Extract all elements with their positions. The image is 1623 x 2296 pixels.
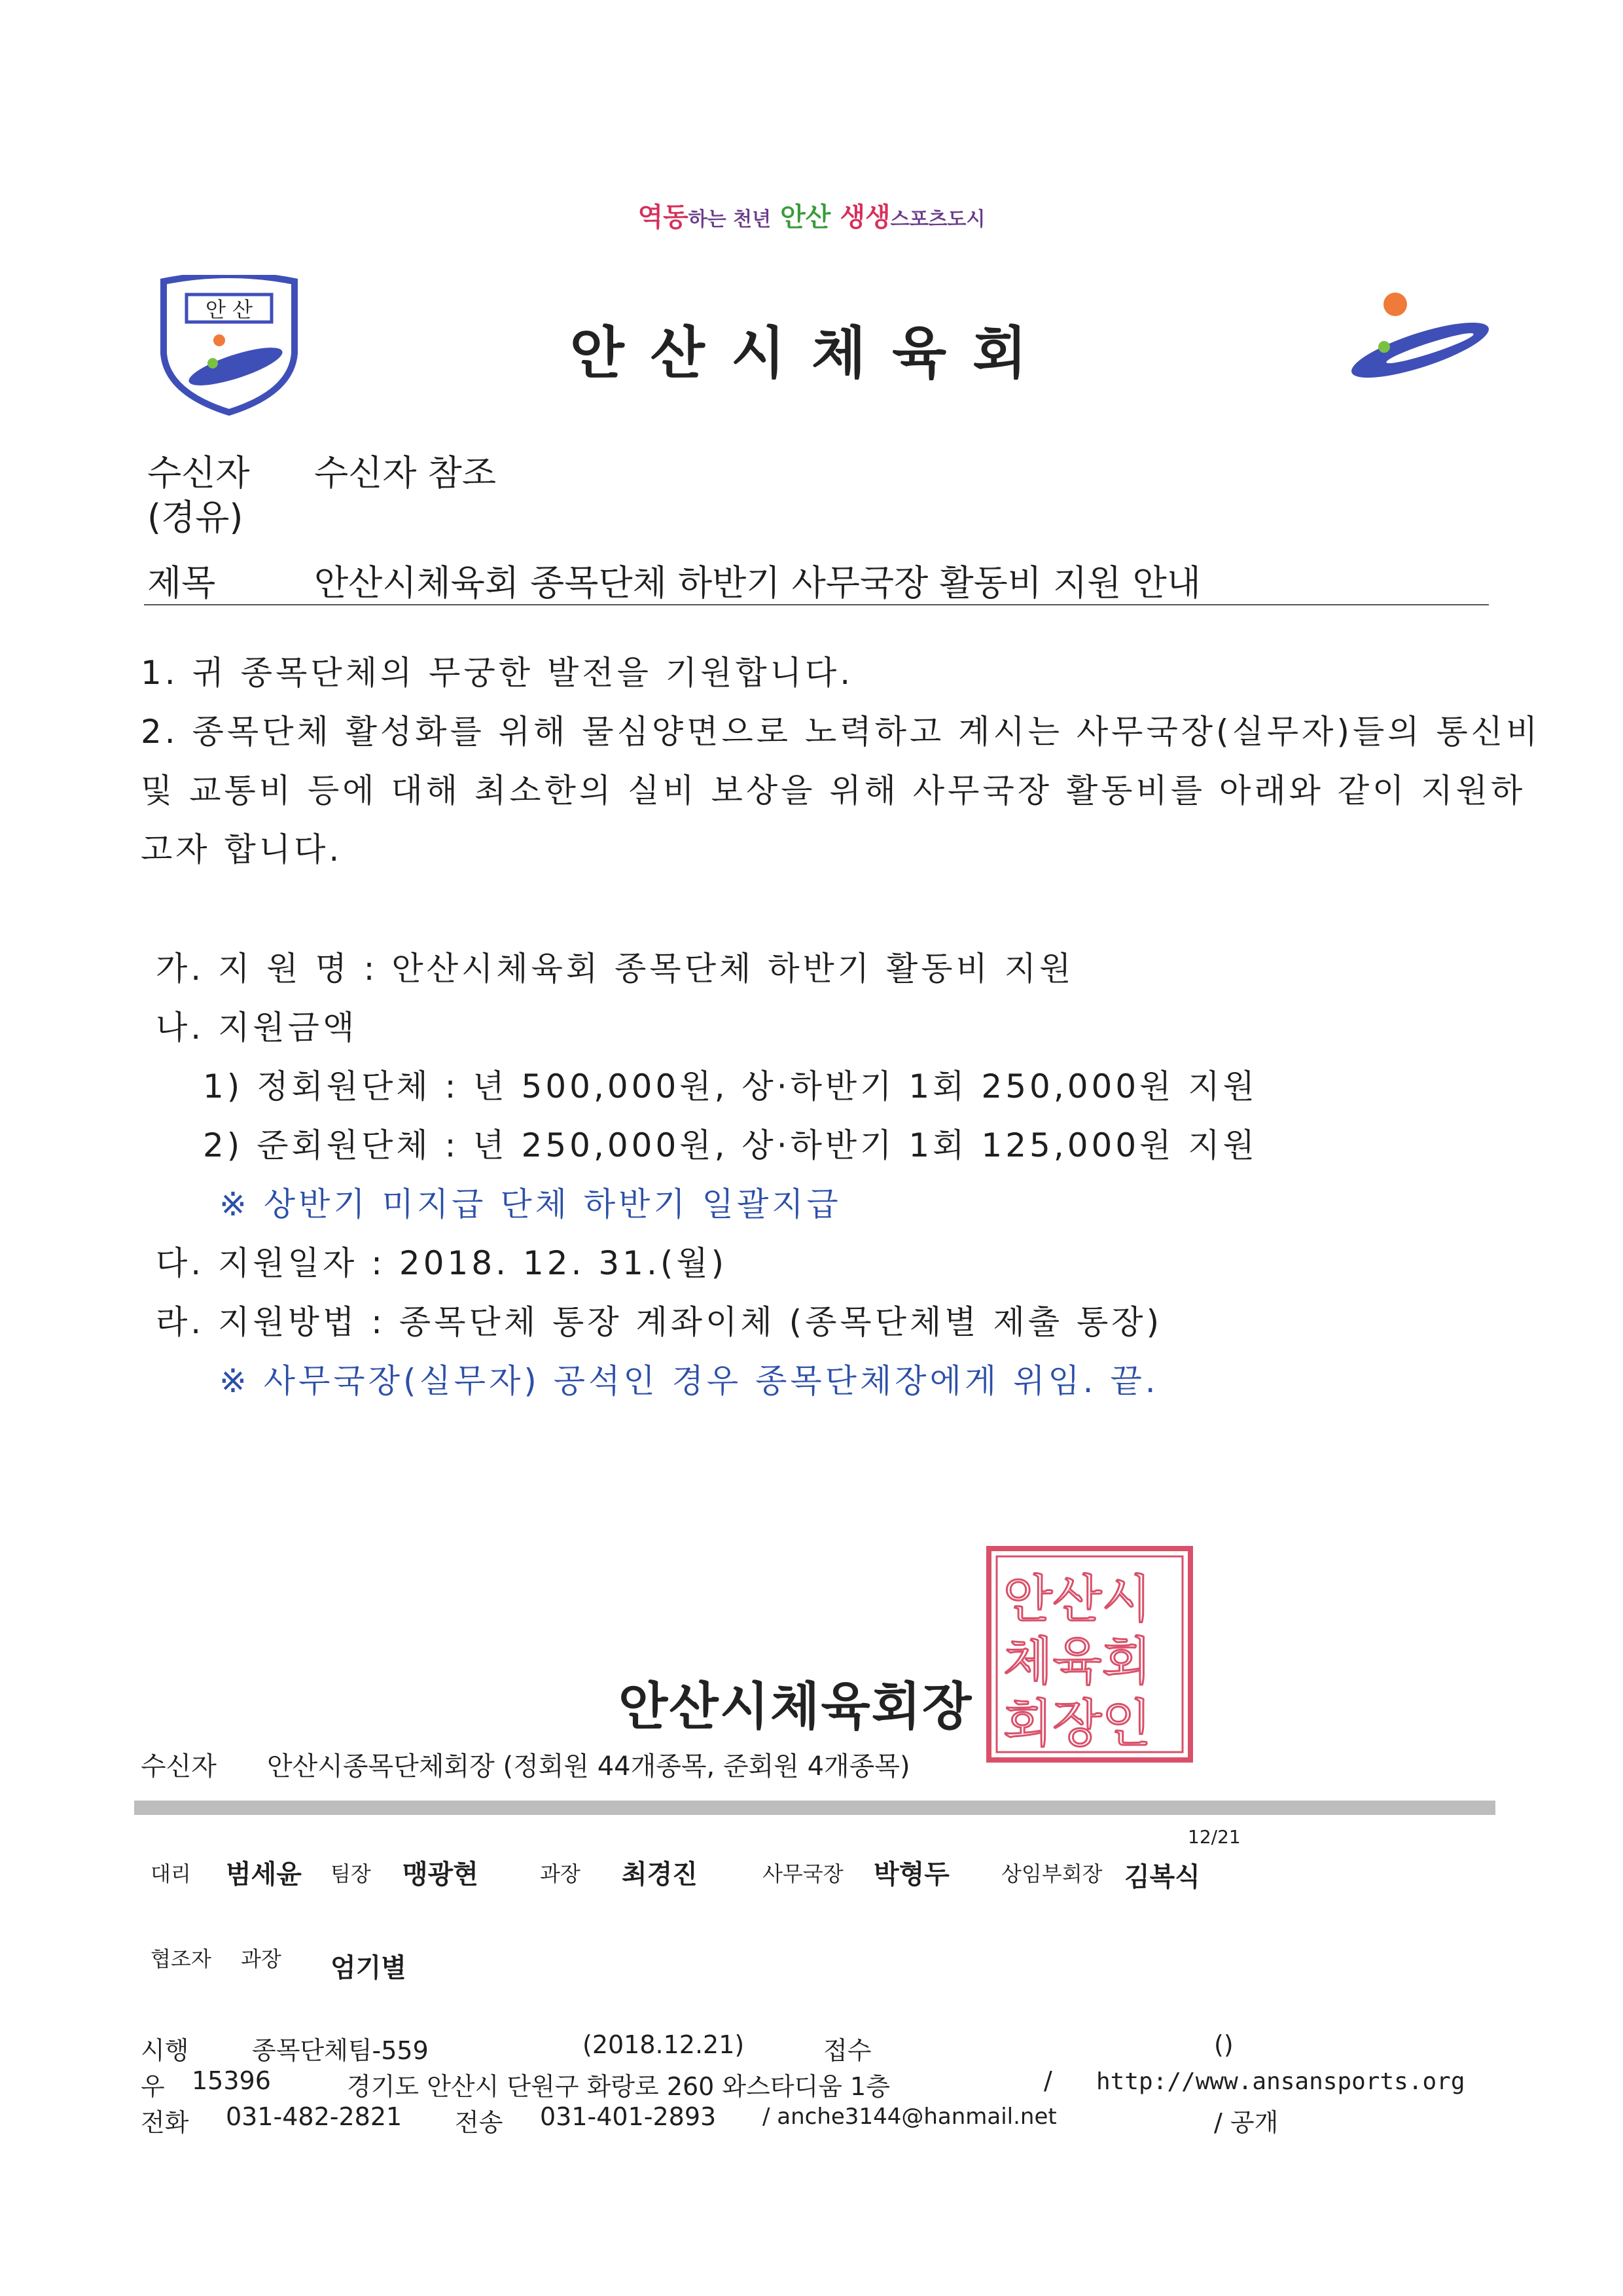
distribution-value: 안산시종목단체회장 (정회원 44개종목, 준회원 4개종목) xyxy=(267,1751,910,1782)
paragraph-2-line-3: 고자 합니다. xyxy=(141,831,343,869)
issue-number: 종목단체팀-559 xyxy=(252,2036,429,2065)
approval-role: 팀장 xyxy=(330,1861,371,1886)
approval-name: 범세윤 xyxy=(226,1859,302,1890)
slogan-part: 스포츠도시 xyxy=(890,208,986,231)
fax-number: 031-401-2893 xyxy=(540,2102,717,2131)
website-link[interactable]: http://www.ansansports.org xyxy=(1096,2068,1465,2095)
approval-date-mark: 12/21 xyxy=(1188,1826,1241,1848)
org-title: 안산시체육회 xyxy=(569,321,1054,386)
ansan-symbol-mark xyxy=(1348,288,1492,393)
item-na-1: 1) 정회원단체 : 년 500,000원, 상·하반기 1회 250,000원 지원 xyxy=(203,1067,1258,1105)
item-da: 다. 지원일자 : 2018. 12. 31.(월) xyxy=(156,1244,728,1282)
address: 경기도 안산시 단원구 화랑로 260 와스타디움 1층 xyxy=(347,2072,890,2101)
subject-value: 안산시체육회 종목단체 하반기 사무국장 활동비 지원 안내 xyxy=(314,562,1201,603)
svg-text:안산시 체육회 회장인: 안산시 체육회 회장인 xyxy=(1003,1570,1152,1753)
item-na-2: 2) 준회원단체 : 년 250,000원, 상·하반기 1회 125,000원 지원 xyxy=(203,1126,1258,1164)
subject-rule xyxy=(144,604,1489,605)
issue-label: 시행 xyxy=(141,2036,189,2065)
tel-number: 031-482-2821 xyxy=(226,2102,402,2131)
receipt-label: 접수 xyxy=(823,2036,872,2065)
approval-role: 대리 xyxy=(151,1861,191,1886)
recipient-label: 수신자 xyxy=(147,452,250,493)
approval-role: 상임부회장 xyxy=(1001,1861,1103,1886)
paragraph-1: 1. 귀 종목단체의 무궁한 발전을 기원합니다. xyxy=(141,654,854,692)
receipt-paren: () xyxy=(1214,2030,1234,2059)
tel-label: 전화 xyxy=(141,2108,189,2137)
disclosure-status: / 공개 xyxy=(1214,2108,1279,2137)
item-ra-note: ※ 사무국장(실무자) 공석인 경우 종목단체장에게 위임. 끝. xyxy=(219,1362,1159,1400)
slogan-part: 생생 xyxy=(840,202,891,232)
sender-title: 안산시체육회장 xyxy=(618,1677,973,1736)
emblem-text: 안 산 xyxy=(205,297,253,322)
item-na-note: ※ 상반기 미지급 단체 하반기 일괄지급 xyxy=(219,1185,842,1223)
slogan-part: 역동 xyxy=(637,202,688,232)
approval-name: 박형두 xyxy=(874,1859,950,1890)
approval-name: 최경진 xyxy=(622,1859,698,1890)
cooperator-role: 과장 xyxy=(241,1946,281,1971)
paragraph-2-line-2: 및 교통비 등에 대해 최소한의 실비 보상을 위해 사무국장 활동비를 아래와 같이 지원하 xyxy=(141,772,1526,810)
approval-role: 과장 xyxy=(540,1861,580,1886)
slogan-part: 안산 xyxy=(780,202,831,232)
cooperator-label: 협조자 xyxy=(151,1946,211,1971)
via-label: (경유) xyxy=(147,497,243,538)
fax-label: 전송 xyxy=(455,2108,503,2137)
separator: / xyxy=(1044,2066,1052,2095)
paragraph-2-line-1: 2. 종목단체 활성화를 위해 물심양면으로 노력하고 계시는 사무국장(실무자)들의 통신비 xyxy=(141,713,1541,751)
email-link[interactable]: / anche3144@hanmail.net xyxy=(762,2104,1057,2130)
slogan-part: 하는 천년 xyxy=(688,208,772,231)
city-slogan xyxy=(0,196,1623,234)
official-seal xyxy=(985,1545,1194,1764)
recipient-value: 수신자 참조 xyxy=(314,452,496,493)
issue-date: (2018.12.21) xyxy=(582,2030,745,2059)
approval-name: 김복식 xyxy=(1124,1862,1200,1892)
distribution-label: 수신자 xyxy=(141,1751,217,1782)
distribution-band xyxy=(134,1801,1495,1815)
subject-label: 제목 xyxy=(147,562,216,603)
item-ra: 라. 지원방법 : 종목단체 통장 계좌이체 (종목단체별 제출 통장) xyxy=(156,1303,1163,1341)
cooperator-name: 엄기별 xyxy=(330,1953,406,1983)
approval-name: 맹광현 xyxy=(402,1859,478,1890)
zip-code: 15396 xyxy=(192,2066,271,2095)
item-na: 나. 지원금액 xyxy=(156,1009,358,1047)
zip-label: 우 xyxy=(141,2072,165,2101)
item-ga: 가. 지 원 명 : 안산시체육회 종목단체 하반기 활동비 지원 xyxy=(156,950,1075,988)
approval-role: 사무국장 xyxy=(762,1861,844,1886)
